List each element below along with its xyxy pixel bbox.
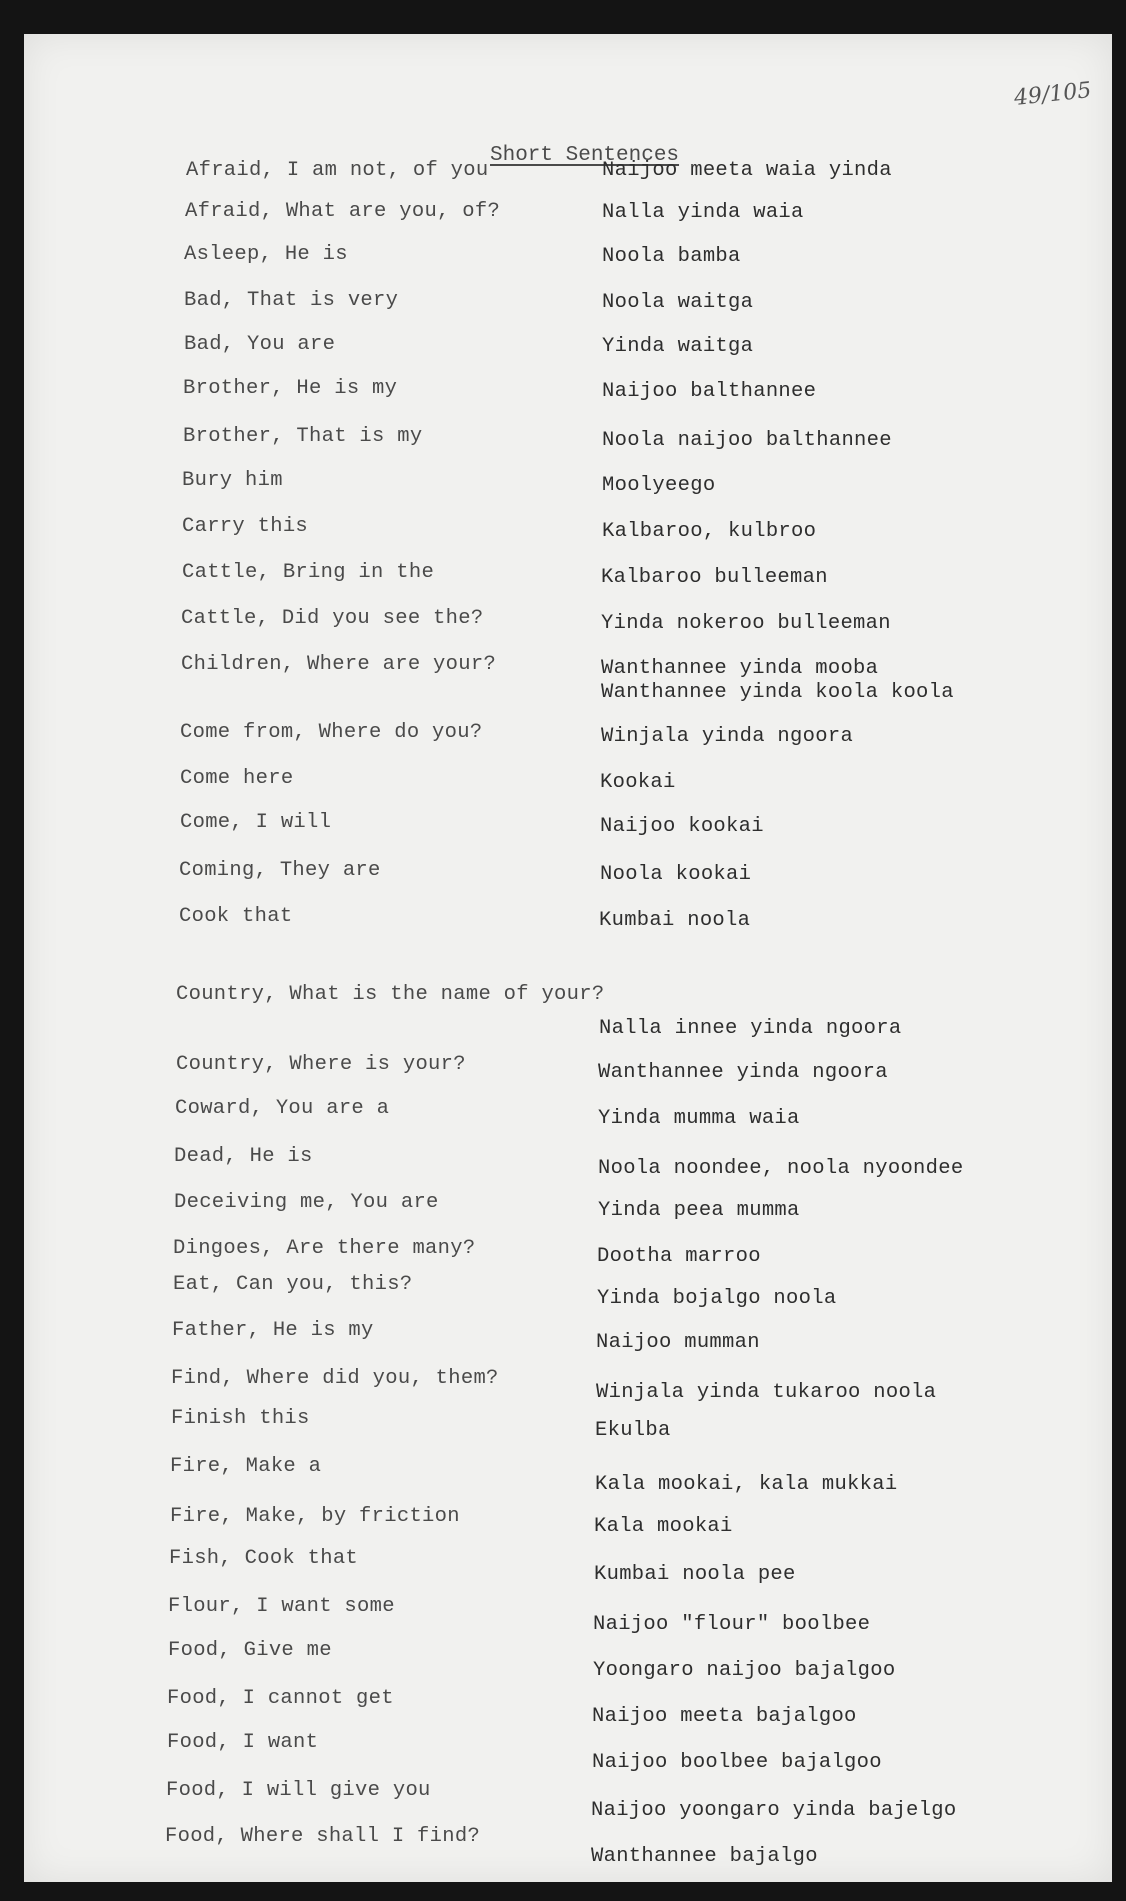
aboriginal-translation: Kalbaroo bulleeman bbox=[601, 566, 828, 589]
english-phrase: Cattle, Did you see the? bbox=[181, 607, 484, 630]
page-number: 49/105 bbox=[1012, 78, 1093, 111]
english-phrase: Bad, That is very bbox=[184, 289, 399, 312]
english-phrase: Father, He is my bbox=[172, 1319, 374, 1342]
english-phrase: Afraid, I am not, of you bbox=[186, 159, 489, 182]
english-phrase: Country, What is the name of your? bbox=[176, 983, 605, 1006]
english-phrase: Cook that bbox=[179, 905, 293, 928]
aboriginal-translation: Noola naijoo balthannee bbox=[602, 429, 892, 452]
english-phrase: Dead, He is bbox=[174, 1145, 313, 1168]
page-heading: Short Sentences bbox=[490, 144, 680, 167]
aboriginal-translation: Yinda waitga bbox=[602, 335, 754, 358]
aboriginal-translation: Naijoo boolbee bajalgoo bbox=[592, 1751, 882, 1774]
aboriginal-translation: Naijoo balthannee bbox=[602, 380, 817, 403]
english-phrase: Food, Where shall I find? bbox=[165, 1825, 481, 1848]
aboriginal-translation: Naijoo "flour" boolbee bbox=[593, 1613, 871, 1636]
aboriginal-translation: Ekulba bbox=[595, 1419, 671, 1442]
aboriginal-translation: Yinda mumma waia bbox=[598, 1107, 800, 1130]
english-phrase: Fish, Cook that bbox=[169, 1547, 359, 1570]
english-phrase: Come from, Where do you? bbox=[180, 721, 483, 744]
aboriginal-translation: Kala mookai, kala mukkai bbox=[595, 1473, 898, 1496]
english-phrase: Deceiving me, You are bbox=[174, 1191, 439, 1214]
aboriginal-translation-alt: Wanthannee yinda koola koola bbox=[601, 681, 954, 704]
aboriginal-translation: Yinda nokeroo bulleeman bbox=[601, 612, 891, 635]
aboriginal-translation: Wanthannee yinda mooba bbox=[601, 657, 879, 680]
english-phrase: Come, I will bbox=[180, 811, 332, 834]
english-phrase: Food, Give me bbox=[168, 1639, 332, 1662]
aboriginal-translation: Kalbaroo, kulbroo bbox=[602, 520, 817, 543]
english-phrase: Coward, You are a bbox=[175, 1097, 390, 1120]
aboriginal-translation: Kookai bbox=[600, 771, 676, 794]
aboriginal-translation: Noola bamba bbox=[602, 245, 741, 268]
aboriginal-translation: Dootha marroo bbox=[597, 1245, 761, 1268]
aboriginal-translation: Naijoo kookai bbox=[600, 815, 764, 838]
aboriginal-translation: Wanthannee bajalgo bbox=[591, 1845, 818, 1868]
english-phrase: Fire, Make, by friction bbox=[170, 1505, 460, 1528]
aboriginal-translation: Noola kookai bbox=[600, 863, 752, 886]
english-phrase: Finish this bbox=[171, 1407, 310, 1430]
english-phrase: Bury him bbox=[182, 469, 283, 492]
english-phrase: Dingoes, Are there many? bbox=[173, 1237, 476, 1260]
english-phrase: Asleep, He is bbox=[184, 243, 348, 266]
english-phrase: Carry this bbox=[182, 515, 309, 538]
english-phrase: Eat, Can you, this? bbox=[173, 1273, 413, 1296]
aboriginal-translation: Naijoo meeta bajalgoo bbox=[592, 1705, 857, 1728]
aboriginal-translation: Yoongaro naijoo bajalgoo bbox=[593, 1659, 896, 1682]
english-phrase: Find, Where did you, them? bbox=[171, 1367, 499, 1390]
aboriginal-translation: Naijoo mumman bbox=[596, 1331, 760, 1354]
document-page bbox=[24, 34, 1112, 1882]
aboriginal-translation: Yinda peea mumma bbox=[598, 1199, 800, 1222]
english-phrase: Bad, You are bbox=[184, 333, 336, 356]
english-phrase: Flour, I want some bbox=[168, 1595, 395, 1618]
aboriginal-translation: Winjala yinda ngoora bbox=[601, 725, 854, 748]
aboriginal-translation: Yinda bojalgo noola bbox=[597, 1287, 837, 1310]
english-phrase: Brother, He is my bbox=[183, 377, 398, 400]
aboriginal-translation: Moolyeego bbox=[602, 474, 716, 497]
aboriginal-translation: Nalla yinda waia bbox=[602, 201, 804, 224]
english-phrase: Come here bbox=[180, 767, 294, 790]
aboriginal-translation: Kala mookai bbox=[594, 1515, 733, 1538]
aboriginal-translation: Noola noondee, noola nyoondee bbox=[598, 1157, 964, 1180]
english-phrase: Country, Where is your? bbox=[176, 1053, 466, 1076]
aboriginal-translation: Winjala yinda tukaroo noola bbox=[596, 1381, 937, 1404]
aboriginal-translation: Naijoo meeta waia yinda bbox=[602, 159, 892, 182]
english-phrase: Brother, That is my bbox=[183, 425, 423, 448]
aboriginal-translation: Kumbai noola pee bbox=[594, 1563, 796, 1586]
aboriginal-translation: Noola waitga bbox=[602, 291, 754, 314]
english-phrase: Fire, Make a bbox=[170, 1455, 322, 1478]
aboriginal-translation: Wanthannee yinda ngoora bbox=[598, 1061, 888, 1084]
english-phrase: Food, I will give you bbox=[166, 1779, 431, 1802]
english-phrase: Food, I want bbox=[167, 1731, 319, 1754]
english-phrase: Children, Where are your? bbox=[181, 653, 497, 676]
english-phrase: Food, I cannot get bbox=[167, 1687, 394, 1710]
english-phrase: Cattle, Bring in the bbox=[182, 561, 435, 584]
aboriginal-translation: Naijoo yoongaro yinda bajelgo bbox=[591, 1799, 957, 1822]
english-phrase: Afraid, What are you, of? bbox=[185, 200, 501, 223]
aboriginal-translation: Nalla innee yinda ngoora bbox=[599, 1017, 902, 1040]
aboriginal-translation: Kumbai noola bbox=[599, 909, 751, 932]
english-phrase: Coming, They are bbox=[179, 859, 381, 882]
